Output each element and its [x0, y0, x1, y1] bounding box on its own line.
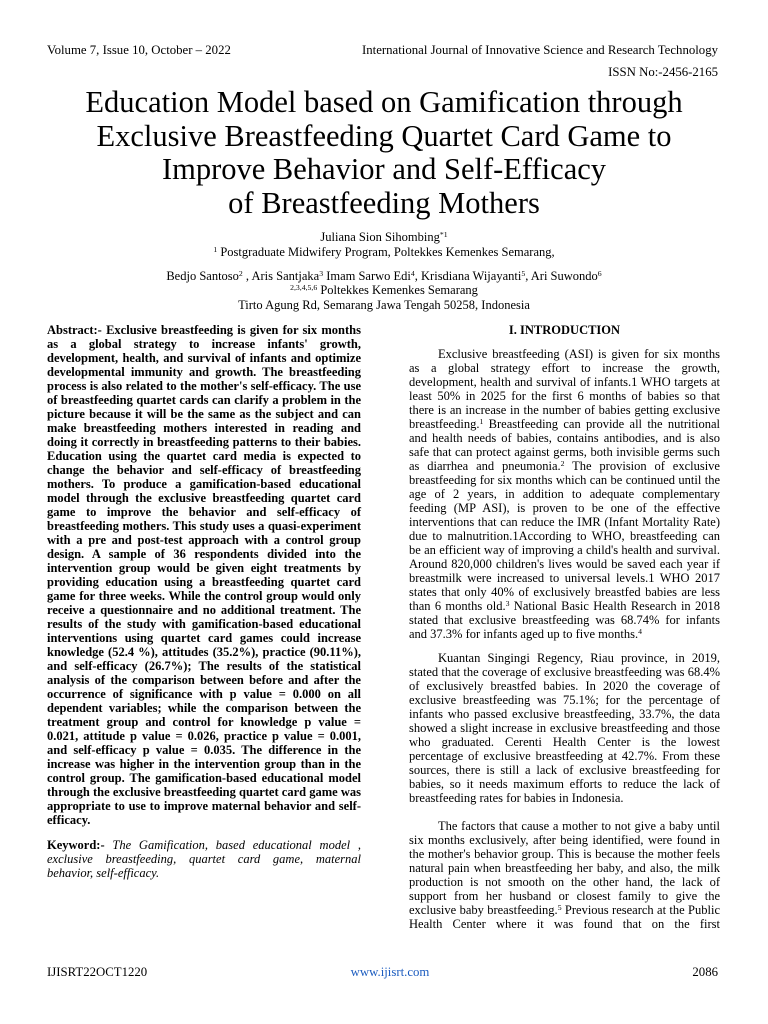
text-run: , Aris Santjaka — [242, 269, 320, 283]
title-line: Improve Behavior and Self-Efficacy — [161, 152, 607, 187]
coauthors — [0, 269, 768, 284]
text-run: The provision of exclusive breastfeeding for six months which can be continued until the age of 2 years, in addition to adequate complementary feeding (MP ASI), is proven to be one of the effective interventions that can reduce the IMR (Infant Mortality Rate) due to malnutrition.1According to WHO, breastfeeding can be an efficient way of improving a child's health and survival. Around 820,000 children's lives would be saved each year if breastmilk were increased to universal levels.1 WHO 2017 states that only 40% of exclusively breastfed babies are less than 6 months old. — [409, 459, 720, 613]
citation-superscript: 3 — [505, 599, 510, 609]
text-run: Kuantan Singingi Regency, Riau province, in 2019, stated that the coverage of exclusive breastfeeding was 68.4% of exclusively breastfed babies. In 2020 the coverage of exclusive breastfeeding was 75.1%; for the percentage of infants who passed exclusive breastfeeding, 33.7%, the data showed a slight increase in exclusive breastfeeding and those who graduated. Cerenti Health Center is the lowest percentage of exclusive breastfeeding at 42.7%. From these sources, there is still a lack of exclusive breastfeeding for babies, so it needs maximum efforts to reduce the lack of breastfeeding rates for babies in Indonesia. — [409, 651, 720, 805]
text-run: Breastfeeding can provide all the nutritional and health needs of babies, contains antibodies, and is also safe that can protect against germs, both invisible germs such as diarrhea and pneumonia. — [409, 417, 720, 473]
affiliation-marker: 4 — [410, 269, 415, 279]
affiliation-marker: 2 — [238, 269, 243, 279]
abstract-text: Exclusive breastfeeding is given for six months as a global strategy to increase infants' growth, development, health, and survival of infants and optimize developmental immunity and growth. The breastfeeding process is also related to the mother's self-efficacy. The use of breastfeeding quartet cards can clarify a problem in the picture because it will be the same as the subject and can make breastfeeding mothers interested in reading and doing it correctly in breastfeeding patterns to their babies. Education using the quartet card media is expected to change the behavior and self-efficacy of breastfeeding mothers. To produce a gamification-based educational model through the exclusive breastfeeding quartet card game to improve the behavior and self-efficacy of breastfeeding mothers. This study uses a quasi-experiment with a pre and post-test approach with a control group design. A sample of 36 respondents divided into the intervention group would be given eight treatments by providing education using a breastfeeding quartet card game for three weeks. While the control group would only receive a questionnaire and no additional treatment. The results of the study with gamification-based educational interventions using quartet card games could increase knowledge (52.4 %), attitudes (35.2%), practice (90.11%), and self-efficacy (26.7%); The results of the statistical analysis of the comparison between before and after the occurrence of significance with p value = 0.000 on all dependent variables; while the comparison between the treatment group and control for knowledge p value = 0.021, attitude p value = 0.026, practice p value = 0.001, and self-efficacy p value = 0.035. The difference in the increase was higher in the intervention group than in the control group. The gamification-based educational model through the exclusive breastfeeding quartet card game was appropriate to use to improve maternal behavior and self-efficacy. — [47, 323, 361, 827]
affiliation-marker: 1 — [213, 245, 218, 255]
affiliation-marker: 2,3,4,5,6 — [290, 283, 318, 293]
keywords-label: Keyword:- — [47, 838, 105, 852]
journal-volume-issue: Volume 7, Issue 10, October – 2022 — [47, 43, 231, 57]
title-line: of Breastfeeding Mothers — [228, 186, 540, 221]
introduction-paragraph — [409, 819, 720, 931]
journal-issn: ISSN No:-2456-2165 — [608, 65, 718, 79]
affiliation-marker: 6 — [597, 269, 602, 279]
lead-author — [0, 230, 768, 245]
journal-website-link[interactable]: www.ijisrt.com — [350, 965, 430, 979]
text-run: Exclusive breastfeeding (ASI) is given for six months as a global strategy effort to increase the growth, development, health and survival of infants.1 WHO targets at least 50% in 2025 for the first 6 months of babies so that there is an increase in the number of babies getting exclusive breastfeeding. — [409, 347, 720, 431]
page-number: 2086 — [692, 965, 718, 979]
author-address: Tirto Agung Rd, Semarang Jawa Tengah 50258, Indonesia — [238, 298, 530, 312]
title-line: Education Model based on Gamification through — [85, 85, 683, 119]
text-run: Previous research at the Public Health Center where it was found that on the first — [409, 903, 720, 931]
citation-superscript: 5 — [557, 903, 562, 913]
text-run: The factors that cause a mother to not give a baby until six months exclusively, after being identified, were found in the mother's behavior group. This is because the mother feels natural pain when breastfeeding her baby, and also, the milk production is not smooth on the other hand, the lack of support from her husband or closest family to give the exclusive baby breastfeeding. — [409, 819, 720, 917]
introduction-heading: I. INTRODUCTION — [508, 323, 621, 337]
citation-superscript: 1 — [479, 417, 484, 427]
lead-author-affiliation — [0, 245, 768, 260]
right-column — [409, 323, 720, 931]
abstract-label: Abstract:- — [47, 323, 102, 337]
text-run: Bedjo Santoso — [166, 269, 239, 283]
affiliation-marker: 5 — [521, 269, 526, 279]
text-run: Postgraduate Midwifery Program, Poltekkes Kemenkes Semarang, — [217, 245, 555, 259]
text-run: Imam Sarwo Edi — [323, 269, 411, 283]
affiliation-marker: *1 — [439, 230, 448, 240]
coauthor-affiliation — [0, 283, 768, 298]
title-line: Exclusive Breastfeeding Quartet Card Game to — [96, 118, 672, 153]
keywords-text: The Gamification, based educational model , exclusive breastfeeding, quartet card game, maternal behavior, self-efficacy. — [47, 838, 361, 880]
journal-name: International Journal of Innovative Science and Research Technology — [362, 43, 718, 57]
citation-superscript: 2 — [560, 459, 565, 469]
paper-title — [0, 86, 768, 221]
introduction-paragraph — [409, 651, 720, 805]
citation-superscript: 4 — [638, 627, 642, 637]
text-run: , Ari Suwondo — [525, 269, 598, 283]
left-column — [47, 323, 361, 880]
keywords-paragraph — [47, 838, 361, 880]
text-run: Juliana Sion Sihombing — [320, 230, 440, 244]
introduction-paragraph — [409, 347, 720, 641]
affiliation-marker: 3 — [319, 269, 324, 279]
text-run: , Krisdiana Wijayanti — [414, 269, 522, 283]
text-run: Poltekkes Kemenkes Semarang — [317, 283, 478, 297]
text-run: National Basic Health Research in 2018 stated that exclusive breastfeeding was 68.74% for infants and 37.3% for infants aged up to five months. — [409, 599, 720, 641]
footer-website — [351, 964, 430, 980]
paper-id: IJISRT22OCT1220 — [47, 965, 148, 979]
abstract-paragraph — [47, 323, 361, 827]
